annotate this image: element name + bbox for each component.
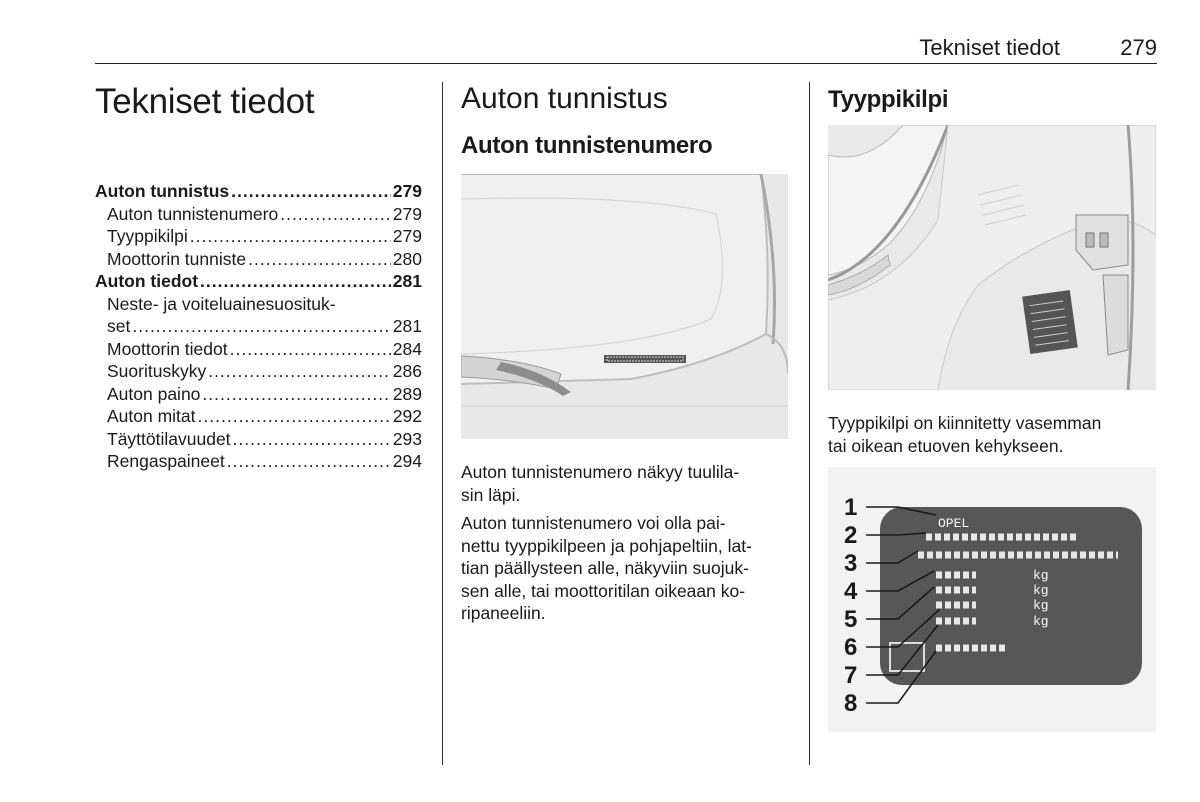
plate-brand: OPEL [938,516,970,531]
text-line: sen alle, tai moottoritilan oikeaan ko- [461,580,746,601]
text-line: Auton tunnistenumero näkyy tuulila- [461,462,740,482]
toc-leader-dots [132,315,390,338]
toc-entry-label: Suorituskyky [107,361,207,381]
toc-entry[interactable] [95,338,422,361]
toc-entry-label: Auton tunnistenumero [107,203,279,224]
toc-entry-label: set [107,316,131,336]
toc-entry[interactable] [95,293,422,316]
header-rule [95,63,1157,64]
toc-entry-label: Moottorin tunniste [107,248,247,269]
section-title: Auton tunnistus [461,82,668,115]
toc-entry[interactable] [95,360,422,383]
subsection-title-vin: Auton tunnistenumero [461,132,713,159]
toc-entry-label: Neste- ja voiteluainesuosituk- [107,293,336,314]
toc-entry-page: 286 [392,361,422,381]
toc-entry[interactable] [95,180,422,203]
toc-leader-dots [190,225,391,248]
toc-entry-label: Auton tunnistus [95,181,230,201]
text-line: tai oikean etuoven kehykseen. [828,435,1064,456]
plate-unit-kg: kg [1033,614,1049,629]
toc-entry-label: Täyttötilavuudet [107,428,231,449]
subsection-title-type-plate: Tyyppikilpi [828,86,949,113]
toc-entry-page: 293 [392,428,422,449]
toc-entry-page: 289 [392,383,422,404]
toc-entry[interactable] [95,270,422,293]
column-divider-left [442,82,443,765]
callout-number: 3 [844,550,858,577]
type-plate-figure [828,467,1156,732]
text-line: sin läpi. [461,484,521,505]
toc-entry-page: 279 [392,181,422,201]
toc-entry-label: Tyyppikilpi [107,226,188,246]
running-title: Tekniset tiedot [919,35,1060,60]
text-line: Tyyppikilpi on kiinnitetty vasemman [828,413,1102,433]
callout-number: 2 [844,522,858,549]
toc-leader-dots [198,405,391,428]
callout-number: 6 [844,634,858,661]
toc-leader-dots [230,338,391,361]
callout-number: 1 [844,494,858,521]
toc-entry-page: 284 [392,338,422,359]
toc-leader-dots [231,180,391,203]
toc-entry-label: Rengaspaineet [107,451,225,471]
toc-entry-label: Auton tiedot [95,271,199,291]
toc-entry-page: 292 [392,406,422,426]
toc-entry-label: Auton paino [107,383,201,404]
text-line: ripaneeliin. [461,603,546,623]
toc-entry-label: Moottorin tiedot [107,338,228,359]
toc-leader-dots [200,270,391,293]
callout-number: 7 [844,662,858,689]
toc-entry-page: 279 [392,203,422,224]
toc-entry[interactable] [95,450,422,473]
type-plate-diagram [828,467,1156,732]
paragraph-vin-visibility [461,461,791,506]
paragraph-vin-locations [461,512,791,625]
toc-entry[interactable] [95,203,422,226]
toc-entry-page: 281 [392,271,422,291]
toc-entry[interactable] [95,383,422,406]
toc-entry-label: Auton mitat [107,406,196,426]
toc-entry[interactable] [95,315,422,338]
toc-entry[interactable] [95,248,422,271]
toc-entry-page: 281 [392,316,422,336]
type-plate-mark [1022,290,1078,354]
windshield-vin-figure [461,174,788,439]
text-line: tian päällysteen alle, näkyviin suojuk- [461,558,749,578]
door-frame-figure [828,125,1156,390]
toc-entry-page: 279 [392,226,422,246]
plate-unit-kg: kg [1033,583,1049,598]
table-of-contents [95,180,422,473]
toc-leader-dots [208,360,391,383]
callout-number: 8 [844,690,858,717]
toc-leader-dots [233,428,391,451]
callout-number: 4 [844,578,858,605]
toc-entry[interactable] [95,428,422,451]
toc-leader-dots [280,203,391,226]
toc-entry-page: 280 [392,248,422,269]
text-line: nettu tyyppikilpeen ja pohjapeltiin, lat- [461,535,752,556]
page-number: 279 [1120,35,1157,60]
toc-leader-dots [202,383,390,406]
toc-leader-dots [248,248,391,271]
text-line: Auton tunnistenumero voi olla pai- [461,513,726,533]
toc-entry[interactable] [95,225,422,248]
paragraph-type-plate-location [828,412,1158,457]
callout-number: 5 [844,606,858,633]
chapter-title: Tekniset tiedot [95,82,315,121]
door-frame-illustration [828,125,1156,390]
plate-unit-kg: kg [1033,568,1049,583]
plate-unit-kg: kg [1033,598,1049,613]
vin-plate-mark [604,355,686,363]
windshield-illustration [461,174,788,439]
toc-leader-dots [227,450,391,473]
toc-entry-page: 294 [392,451,422,471]
toc-entry[interactable] [95,405,422,428]
column-divider-right [809,82,810,765]
